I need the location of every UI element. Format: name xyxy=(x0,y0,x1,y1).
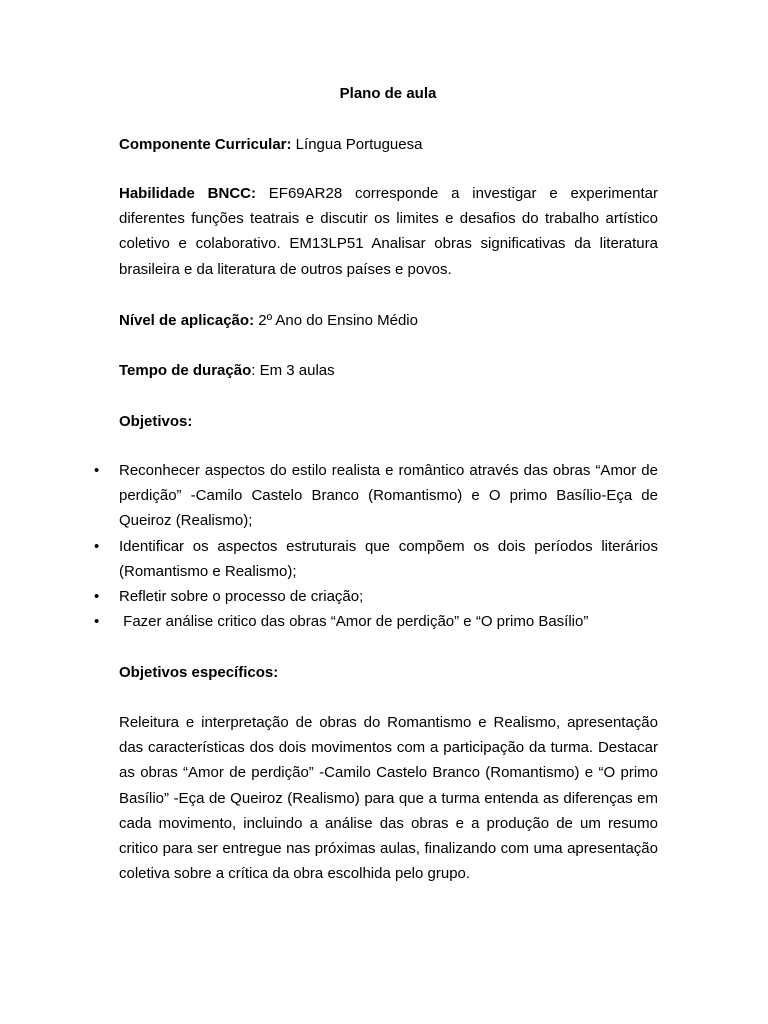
list-item xyxy=(94,609,658,634)
componente-value: Língua Portuguesa xyxy=(291,136,423,153)
bullet-icon: • xyxy=(94,613,100,631)
componente-label: Componente Curricular: xyxy=(119,136,292,153)
list-item xyxy=(94,534,658,584)
nivel-value: 2º Ano do Ensino Médio xyxy=(254,312,418,329)
nivel-aplicacao xyxy=(119,308,658,333)
bullet-icon: • xyxy=(94,462,100,479)
list-item xyxy=(94,458,658,534)
objetivos-especificos-text: Releitura e interpretação de obras do Romantismo e Realismo, apresentação das características dos dois movimentos com a participação da turma. Destacar as obras “Amor de perdição” -Camilo Castelo Branco (Romantismo) e “O primo Basílio” -Eça de Queiroz (Realismo) para que a turma entenda as diferenças em cada movimento, incluindo a análise das obras e a produção de um resumo critico para ser entregue nas próximas aulas, finalizando com uma apresentação coletiva sobre a crítica da obra escolhida pelo grupo. xyxy=(119,714,658,883)
objetivo-text: Reconhecer aspectos do estilo realista e romântico através das obras “Amor de perdição” -Camilo Castelo Branco (Romantismo) e O primo Basílio-Eça de Queiroz (Realismo); xyxy=(119,462,658,530)
habilidade-label: Habilidade BNCC: xyxy=(119,185,256,202)
tempo-label: Tempo de duração xyxy=(119,362,252,379)
tempo-duracao xyxy=(119,358,658,383)
objetivos-list xyxy=(0,458,768,634)
objetivo-text: Refletir sobre o processo de criação; xyxy=(119,588,364,606)
objetivos-heading: Objetivos: xyxy=(119,413,193,430)
bullet-icon: • xyxy=(94,588,100,606)
habilidade-value: EF69AR28 corresponde a investigar e experimentar diferentes funções teatrais e discutir os limites e desafios do trabalho artístico coletivo e colaborativo. EM13LP51 Analisar obras significativas da literatura brasileira e da literatura de outros países e povos. xyxy=(119,185,659,278)
objetivo-text: Identificar os aspectos estruturais que compõem os dois períodos literários (Romantismo e Realismo); xyxy=(119,537,658,580)
bullet-icon: • xyxy=(94,537,100,555)
componente-curricular xyxy=(119,132,658,157)
document-title: Plano de aula xyxy=(339,85,437,102)
objetivos-especificos-heading: Objetivos específicos: xyxy=(119,664,279,681)
habilidade-bncc xyxy=(119,181,658,282)
tempo-value: : Em 3 aulas xyxy=(251,362,335,379)
list-item xyxy=(94,584,658,609)
nivel-label: Nível de aplicação: xyxy=(119,312,255,329)
objetivo-text: Fazer análise critico das obras “Amor de perdição” e “O primo Basílio” xyxy=(119,613,589,631)
